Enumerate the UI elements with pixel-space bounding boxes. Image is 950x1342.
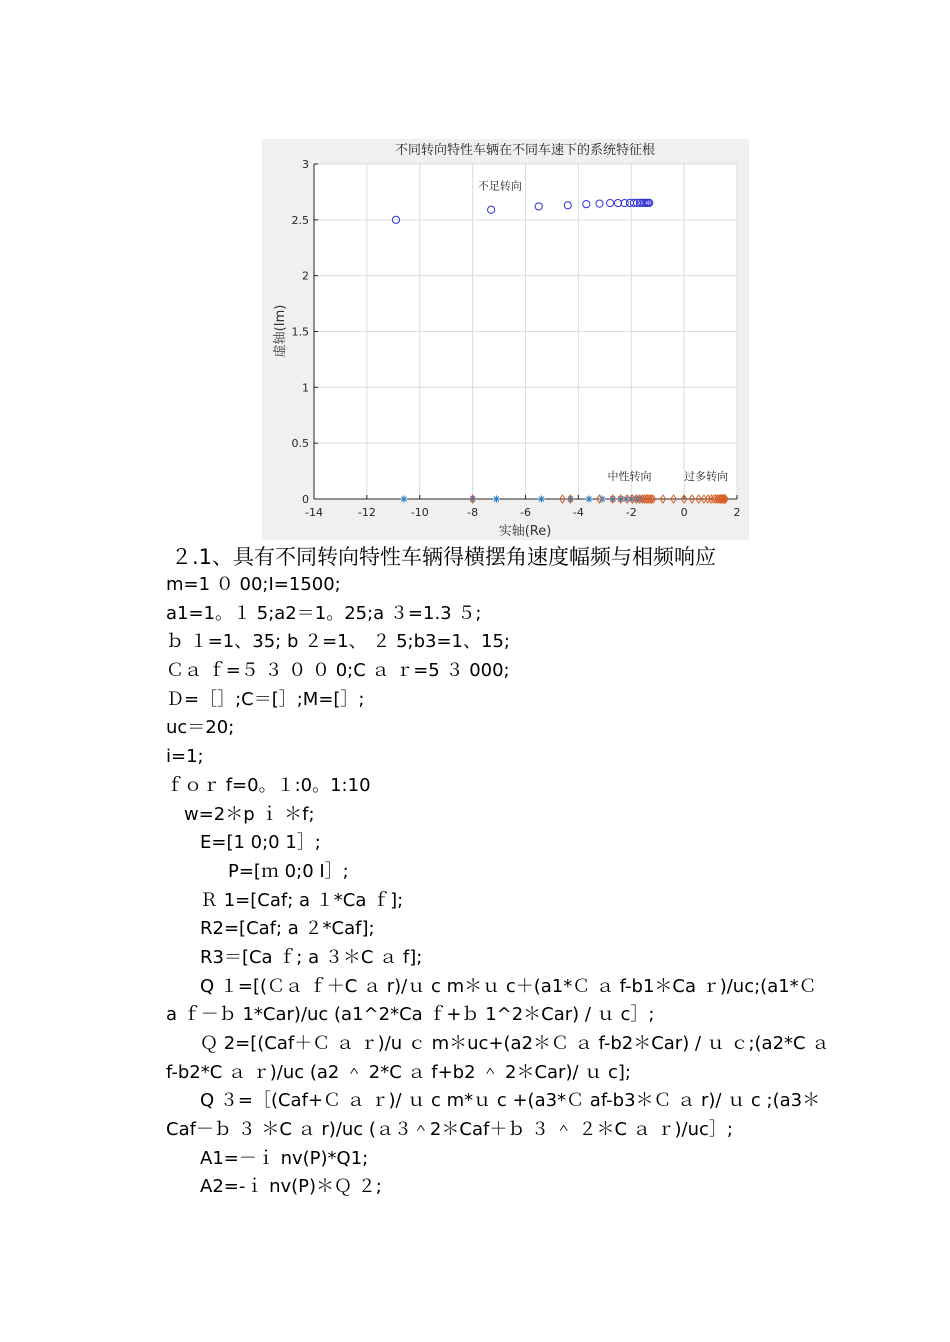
chart-title: 不同转向特性车辆在不同车速下的系统特征根 — [394, 143, 656, 158]
code-line: Ｑ 2=[(Caf＋Ｃ ａ ｒ)/u ｃ m＊uc+(a2＊Ｃ ａ f-b2＊Car) / ｕ ｃ;(a2*C ａ — [200, 1033, 830, 1054]
code-line: E=[1 0;0 1］; — [200, 832, 321, 854]
y-tick-label: 0.5 — [291, 437, 309, 451]
code-line: uc＝20; — [166, 717, 235, 739]
code-line: w=2＊p ｉ ＊f; — [184, 803, 315, 825]
code-line: Q ３=［(Caf+Ｃ ａ ｒ)/ ｕ c m*ｕ c +(a3*Ｃ af-b3＊Ｃ ａ r)/ ｕ c ;(a3＊ — [200, 1090, 821, 1112]
code-line: R2=[Caf; a ２*Caf]; — [200, 918, 375, 940]
code-line: ｂ １=1、35; b ２=1、 ２ 5;b3=1、15; — [166, 631, 510, 653]
y-tick-label: 1 — [302, 381, 309, 395]
code-line: A2=-ｉ nv(P)＊Ｑ ２; — [200, 1176, 382, 1198]
y-tick-label: 0 — [302, 493, 309, 506]
eigenvalue-figure — [262, 139, 749, 540]
code-line: ｆｏｒ f=0。１:0。1:10 — [166, 774, 371, 796]
chart-annotation: 不足转向 — [477, 179, 522, 193]
x-tick-label: -6 — [520, 506, 531, 519]
y-tick-label: 1.5 — [291, 325, 309, 339]
x-tick-label: -2 — [625, 506, 637, 519]
code-line: a ｆ－ｂ 1*Car)/uc (a1^2*Ca ｆ+ｂ 1^2＊Car) / ｕ c］; — [166, 1004, 655, 1026]
y-tick-label: 2 — [302, 269, 309, 283]
x-tick-label: -10 — [410, 506, 429, 519]
code-line: i=1; — [166, 746, 204, 768]
code-line: Ｄ=［］;C＝[］;M=[］; — [166, 688, 365, 710]
code-line: Q １=[(Ｃａ ｆ＋C ａ r)/ｕ c m＊ｕ c＋(a1*Ｃ ａ f-b1＊Ca ｒ)/uc;(a1*Ｃ — [200, 975, 817, 997]
matlab-code-block — [166, 571, 830, 1202]
x-tick-label: -12 — [357, 506, 376, 519]
x-tick-label: -8 — [467, 506, 479, 519]
y-tick-label: 2.5 — [291, 213, 309, 227]
code-line: A1=－ｉ nv(P)*Q1; — [200, 1147, 369, 1169]
code-line: Ｒ 1=[Caf; a １*Ca ｆ]; — [200, 889, 404, 911]
code-line: P=[ｍ 0;0 I］; — [228, 860, 349, 882]
eigenvalue-scatter-chart — [262, 139, 749, 540]
y-tick-label: 3 — [302, 158, 309, 171]
chart-annotation: 过多转向 — [684, 470, 729, 484]
code-line: R3＝[Ca ｆ; a ３＊C ａ f]; — [200, 946, 423, 968]
x-tick-label: 0 — [680, 506, 688, 519]
y-axis-label: 虚轴(Im) — [273, 304, 288, 358]
section-heading: ２.1、具有不同转向特性车辆得横摆角速度幅频与相频响应 — [171, 545, 717, 569]
code-line: Caf－ｂ ３ ＊C ａ r)/uc (ａ３＾2＊Caf＋ｂ ３ ＾ ２＊C ａ ｒ)/uc］; — [166, 1119, 733, 1141]
code-line: m=1 ０ 00;I=1500; — [166, 574, 341, 595]
x-axis-label: 实轴(Re) — [498, 524, 552, 539]
code-line: Ｃａ ｆ=５ ３ ０ ０ 0;C ａ ｒ=5 ３ 000; — [166, 660, 510, 682]
chart-annotation: 中性转向 — [607, 470, 652, 484]
x-tick-label: -14 — [305, 506, 323, 519]
x-tick-label: 2 — [733, 506, 741, 519]
code-line: f-b2*C ａ ｒ)/uc (a2 ＾ 2*C ａ f+b2 ＾ 2＊Car)/ ｕ c]; — [166, 1061, 631, 1083]
code-line: a1=1。１ 5;a2＝1。25;a ３=1.3 ５; — [166, 602, 482, 624]
x-tick-label: -4 — [572, 506, 584, 519]
